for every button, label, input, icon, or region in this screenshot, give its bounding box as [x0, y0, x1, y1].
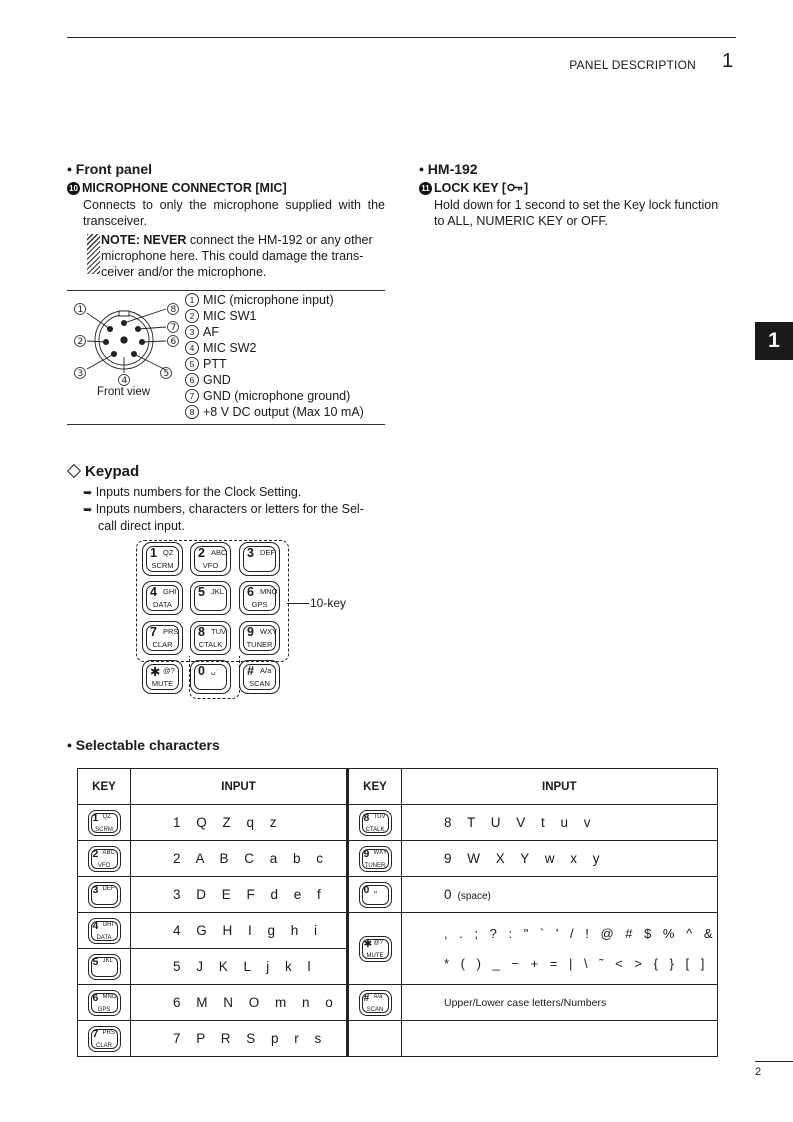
pin-item [185, 372, 364, 388]
keypad-key [142, 621, 183, 655]
lock-key-description [434, 197, 738, 229]
key-cell [349, 877, 402, 913]
table-row [78, 841, 718, 877]
key-cell [78, 877, 131, 913]
keypad-bullet-2 [83, 501, 385, 518]
key-sub-label: DATA [153, 600, 172, 609]
pin-number: 8 [185, 405, 199, 419]
keypad-key [142, 542, 183, 576]
key-main-label: 4 [150, 585, 157, 599]
input-cell [402, 877, 718, 913]
note-label: NOTE: NEVER [101, 233, 187, 247]
key-letters-label: @? [163, 666, 175, 675]
keypad-key [239, 542, 280, 576]
keypad-key [239, 621, 280, 655]
pin-text: GND [203, 373, 231, 387]
key-sub-label: CTALK [198, 640, 223, 649]
note-line-3: ceiver and/or the microphone. [101, 265, 267, 279]
pin-item [185, 340, 364, 356]
pin-list [185, 292, 364, 420]
keypad-heading [67, 463, 139, 480]
keypad-key [190, 581, 231, 615]
key-letters-label: ABC [211, 548, 227, 557]
header-title: PANEL DESCRIPTION [569, 58, 696, 72]
lock-key-title: LOCK KEY [ [434, 181, 506, 195]
pin-box-bottom-rule [67, 424, 385, 425]
key-sub-label: MUTE [151, 679, 174, 688]
front-panel-title: • Front panel [67, 161, 153, 177]
keypad-bullet-1 [83, 484, 385, 501]
key-sub-label: TUNER [246, 640, 273, 649]
pin-item [185, 388, 364, 404]
input-cell [402, 913, 718, 985]
key-4-icon: 4 GHI DATA [88, 918, 121, 944]
mic-connector-heading [67, 181, 287, 195]
header-chapter-number: 1 [722, 50, 734, 72]
lock-key-heading [419, 181, 528, 195]
key-6-icon: 6 MNO GPS [88, 990, 121, 1016]
pin-label-7: 7 [170, 323, 177, 333]
pin-number: 4 [185, 341, 199, 355]
key-letters-label: MNO [260, 587, 278, 596]
keypad-key [239, 581, 280, 615]
lock-key-title-end: ] [524, 181, 529, 195]
key-letters-label: A/a [260, 666, 272, 675]
key-sub-label: VFO [202, 561, 219, 570]
key-9-icon: 9 WXY TUNER [359, 846, 392, 872]
key-7-icon: 7 PRS CLAR [88, 1026, 121, 1052]
pin-text: MIC SW2 [203, 341, 257, 355]
key-letters-label: WXY [260, 627, 278, 636]
key-letters-label: QZ [163, 548, 174, 557]
input-cell: 8 T U V t u v [402, 805, 718, 841]
desc-line-2: transceiver. [83, 214, 147, 228]
arrow-icon: ➥ [83, 487, 93, 499]
pin-label-8: 8 [170, 305, 177, 315]
diamond-icon [67, 464, 81, 478]
key-main-label: 1 [150, 546, 157, 560]
input-cell: 9 W X Y w x y [402, 841, 718, 877]
ten-key-leader [287, 603, 309, 604]
col-key-left: KEY [78, 769, 131, 805]
key-sub-label: SCAN [249, 679, 270, 688]
key-main-label: 0 [198, 664, 205, 678]
col-key-right: KEY [349, 769, 402, 805]
key-main-label: 7 [150, 625, 157, 639]
table-row [78, 1021, 718, 1057]
keypad-title: Keypad [85, 463, 140, 480]
key-main-label: ✱ [150, 665, 161, 679]
key-2-icon: 2 ABC VFO [88, 846, 121, 872]
space-note: (space) [457, 891, 491, 902]
input-cell: Upper/Lower case letters/Numbers [402, 985, 718, 1021]
key-letters-label: GHI [163, 587, 177, 596]
pin-number: 2 [185, 309, 199, 323]
key-cell [78, 1021, 131, 1057]
keypad-key [142, 581, 183, 615]
pin-item [185, 324, 364, 340]
pin-item [185, 356, 364, 372]
input-cell: 4 G H I g h i [131, 913, 348, 949]
key-main-label: 9 [247, 625, 254, 639]
key-main-label: 3 [247, 546, 254, 560]
key-main-label: 2 [198, 546, 205, 560]
note-text-1: connect the HM-192 or any other [189, 233, 373, 247]
pin-label-3: 3 [77, 369, 84, 379]
keypad-key [190, 542, 231, 576]
bullet-text: Inputs numbers for the Clock Setting. [95, 485, 302, 499]
pin-label-6: 6 [170, 337, 177, 347]
keypad-bullet-2-cont: call direct input. [98, 519, 185, 533]
pin-text: GND (microphone ground) [203, 389, 351, 403]
header-rule [67, 37, 736, 38]
table-row [78, 805, 718, 841]
key-letters-label: TUV [211, 627, 226, 636]
key-sub-label: SCRM [151, 561, 174, 570]
pin-number: 1 [185, 293, 199, 307]
ten-key-label: 10-key [310, 596, 347, 610]
table-row [78, 985, 718, 1021]
key-cell [78, 985, 131, 1021]
key-cell [349, 841, 402, 877]
item-number-badge: 10 [67, 182, 80, 195]
key-cell [78, 949, 131, 985]
input-cell: 7 P R S p r s [131, 1021, 348, 1057]
footer-rule [755, 1061, 793, 1062]
key-main-label: 6 [247, 585, 254, 599]
pin-label-1: 1 [77, 305, 84, 315]
note-block [87, 232, 385, 280]
key-main-label: # [247, 664, 254, 678]
key-letters-label: PRS [163, 627, 179, 636]
key-5-icon: 5 JKL [88, 954, 121, 980]
input-cell: 3 D E F d e f [131, 877, 348, 913]
input-cell: 1 Q Z q z [131, 805, 348, 841]
note-line-1 [87, 232, 385, 248]
chapter-tab: 1 [755, 322, 793, 360]
key-icon [507, 183, 523, 192]
keypad-bullets [83, 484, 385, 534]
key-0-icon: 0 ␣ [359, 882, 392, 908]
pin-label-4: 4 [121, 376, 128, 386]
arrow-icon: ➥ [83, 504, 93, 516]
key-3-icon: 3 DEF [88, 882, 121, 908]
key-cell [78, 913, 131, 949]
pin-number: 3 [185, 325, 199, 339]
pin-item [185, 292, 364, 308]
keypad-key [190, 660, 231, 694]
input-cell: 6 M N O m n o [131, 985, 348, 1021]
page-number: 2 [755, 1066, 762, 1078]
empty-input-cell [402, 1021, 718, 1057]
key-hash-icon: # A/a SCAN [359, 990, 392, 1016]
mic-connector-title: MICROPHONE CONNECTOR [MIC] [82, 181, 287, 195]
desc-line-1: Connects to only the microphone supplied with the [83, 198, 385, 212]
key-8-icon: 8 TUV CTALK [359, 810, 392, 836]
note-line-2: microphone here. This could damage the trans- [101, 249, 364, 263]
input-cell: 5 J K L j k l [131, 949, 348, 985]
characters-table [77, 768, 718, 1057]
key-cell [349, 913, 402, 985]
key-cell [78, 805, 131, 841]
key-letters-label: ␣ [211, 666, 216, 675]
key-sub-label: CLAR [152, 640, 173, 649]
pin-text: PTT [203, 357, 227, 371]
pin-number: 7 [185, 389, 199, 403]
keypad-key [190, 621, 231, 655]
pin-label-5: 5 [163, 369, 170, 379]
key-cell [78, 841, 131, 877]
table-row [78, 913, 718, 949]
hm192-title: • HM-192 [419, 161, 478, 177]
pin-item [185, 404, 364, 420]
key-main-label: 8 [198, 625, 205, 639]
symbols-line-2: * ( ) _ − + = | \ ˜ < > { } [ ] [444, 955, 709, 971]
mic-connector-description [83, 197, 385, 229]
front-view-caption: Front view [97, 386, 151, 398]
pin-number: 5 [185, 357, 199, 371]
col-input-right: INPUT [402, 769, 718, 805]
note-icon [87, 234, 100, 274]
pin-number: 6 [185, 373, 199, 387]
key-letters-label: DEF [260, 548, 275, 557]
pin-text: MIC (microphone input) [203, 293, 334, 307]
input-cell: 2 A B C a b c [131, 841, 348, 877]
pin-text: MIC SW1 [203, 309, 257, 323]
pin-text: AF [203, 325, 219, 339]
key-letters-label: JKL [211, 587, 224, 596]
table-row [78, 877, 718, 913]
lock-desc-line-1: Hold down for 1 second to set the Key lock function [434, 198, 719, 212]
key-star-icon: ✱ @? MUTE [359, 936, 392, 962]
keypad-key [239, 660, 280, 694]
key-1-icon: 1 QZ SCRM [88, 810, 121, 836]
key-cell [349, 805, 402, 841]
pin-label-2: 2 [77, 337, 84, 347]
bullet-text: Inputs numbers, characters or letters for the Sel- [95, 502, 364, 516]
key-cell [349, 985, 402, 1021]
col-input-left: INPUT [131, 769, 348, 805]
zero-char: 0 [444, 887, 458, 902]
pin-text: +8 V DC output (Max 10 mA) [203, 405, 364, 419]
keypad-key [142, 660, 183, 694]
lock-desc-line-2: to ALL, NUMERIC KEY or OFF. [434, 214, 609, 228]
pin-item [185, 308, 364, 324]
pin-box-top-rule [67, 290, 385, 291]
table-header-row [78, 769, 718, 805]
symbols-line-1: , . ; ? : " ` ' / ! @ # $ % ^ & [444, 925, 717, 941]
key-sub-label: GPS [251, 600, 268, 609]
empty-key-cell [349, 1021, 402, 1057]
item-number-badge: 11 [419, 182, 432, 195]
key-main-label: 5 [198, 585, 205, 599]
selectable-title: • Selectable characters [67, 737, 220, 753]
